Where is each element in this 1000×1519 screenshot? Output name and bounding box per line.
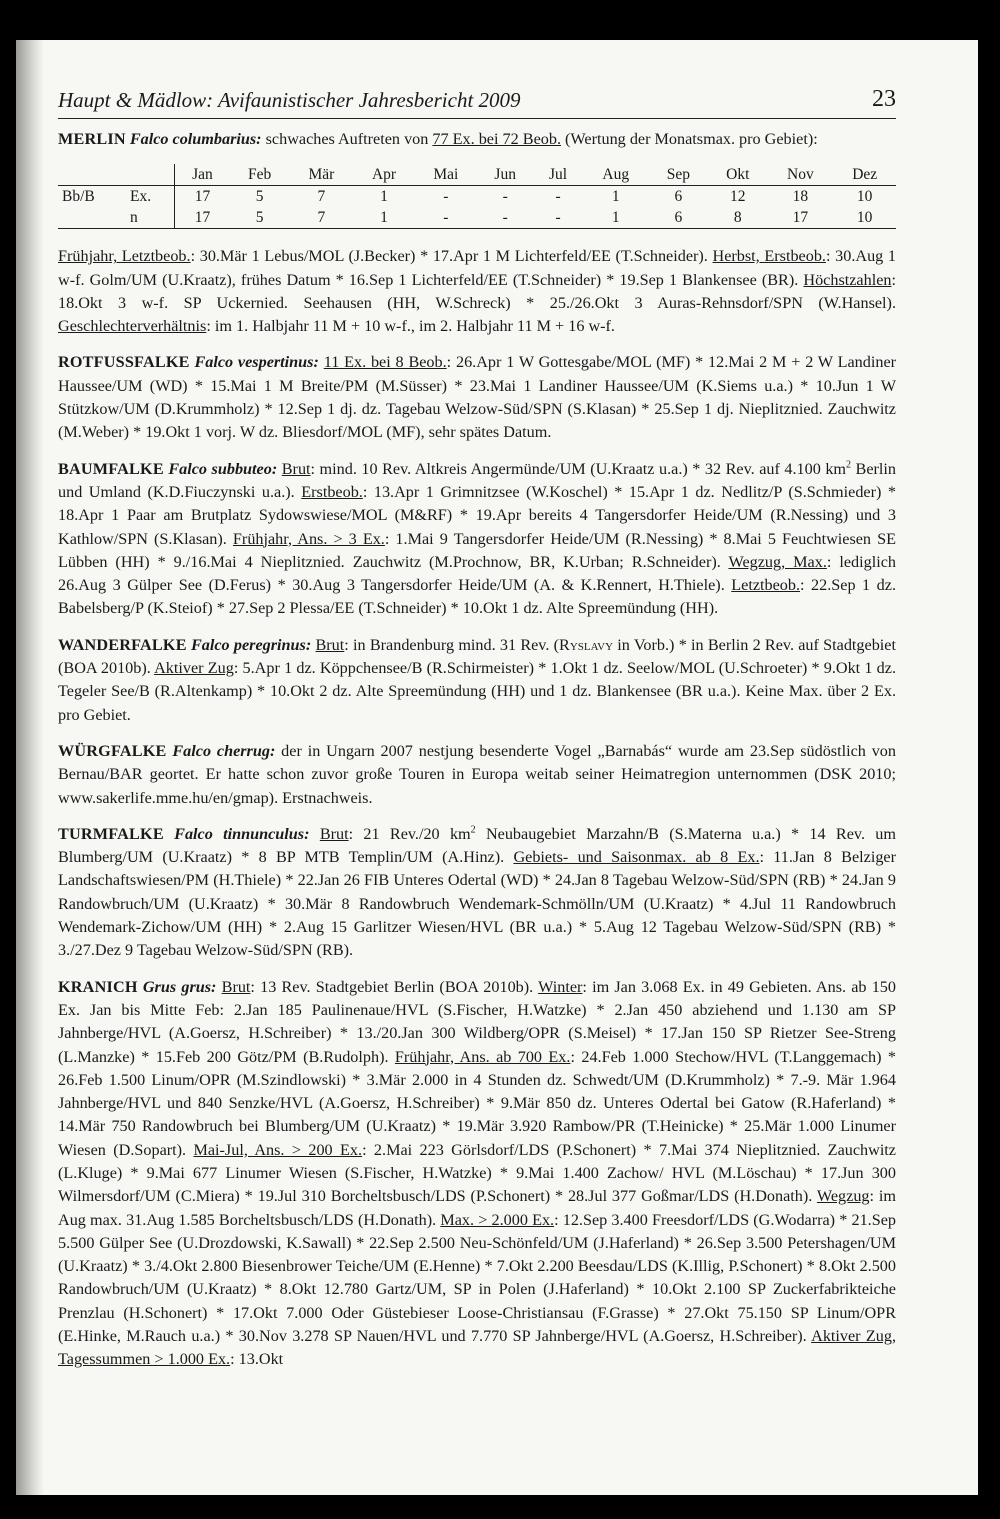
scientific-name: Falco vespertinus:: [194, 353, 319, 372]
scientific-name: Grus grus:: [142, 977, 217, 996]
page-body: [58, 128, 896, 1385]
species-name: WANDERFALKE: [58, 635, 187, 654]
entry-wanderfalke: WANDERFALKE Falco peregrinus: Brut: in Brandenburg mind. 31 Rev. (Ryslavy in Vorb.) * in Berlin 2 Rev. auf Stadtgebiet (BOA 2010b). Aktiver Zug: 5.Apr 1 dz. Köppchensee/B (R.Schirmeister) * 1.Okt 1 dz. Seelow/MOL (U.Schroeter) * 9.Okt 1 dz. Tegeler See/B (R.Altenkamp) * 10.Okt 2 dz. Alte Spreemündung (HH) und 1 dz. Blankensee (BR u.a.). Keine Max. über 2 Ex. pro Gebiet.: [58, 635, 896, 724]
scientific-name: Falco columbarius:: [129, 130, 262, 148]
binding-shadow: [16, 40, 44, 1495]
table-header-row: Jan Feb Mär Apr Mai Jun Jul Aug Sep Okt Nov Dez: [58, 164, 896, 186]
species-name: MERLIN: [58, 130, 126, 148]
entry-kranich: KRANICH Grus grus: Brut: 13 Rev. Stadtgebiet Berlin (BOA 2010b). Winter: im Jan 3.068 Ex. in 49 Gebieten. Ans. ab 150 Ex. Jan bis Mitte Feb: 2.Jan 185 Paulinenaue/HVL (S.Fischer, H.Watzke) * 2.Jan 450 abziehend und 1.130 am SP Jahnberge/HVL (A.Goersz, H.Schreiber) * 13./20.Jan 300 Wildberg/OPR (S.Meisel) * 17.Jan 150 SP Rietzer See-Streng (L.Manzke) * 15.Feb 200 Götz/PM (B.Rudolph). Frühjahr, Ans. ab 700 Ex.: 24.Feb 1.000 Stechow/HVL (T.Langgemach) * 26.Feb 1.500 Linum/OPR (M.Szindlowski) * 3.Mär 2.000 in 4 Stunden dz. Schwedt/UM (D.Krummholz) * 7.-9. Mär 1.964 Jahnberge/HVL und 840 Senzke/HVL (A.Goersz, H.Schreiber) * 9.Mär 850 dz. Unteres Odertal bei Gatow (R.Haferland) * 14.Mär 750 Randowbruch bei Blumberg/UM (U.Kraatz) * 19.Mär 3.920 Rambow/PR (T.Heinicke) * 25.Mär 1.000 Linumer Wiesen (D.Sopart). Mai-Jul, Ans. > 200 Ex.: 2.Mai 223 Görlsdorf/LDS (P.Schonert) * 7.Mai 374 Nieplitznied. Zauchwitz (L.Kluge) * 9.Mai 677 Linumer Wiesen (S.Fischer, H.Watzke) * 9.Mai 1.400 Zachow/ HVL (M.Löschau) * 17.Jun 300 Wilmersdorf/UM (C.Miera) * 19.Jul 310 Borcheltsbusch/LDS (P.Schonert) * 28.Jul 377 Goßmar/LDS (H.Donath). Wegzug: im Aug max. 31.Aug 1.585 Borcheltsbusch/LDS (H.Donath). Max. > 2.000 Ex.: 12.Sep 3.400 Freesdorf/LDS (G.Wodarra) * 21.Sep 5.500 Gülper See (U.Drozdowski, K.Sawall) * 22.Sep 2.500 Neu-Schönfeld/UM (J.Haferland) * 26.Sep 3.500 Petershagen/UM (U.Kraatz) * 3./4.Okt 2.800 Biesenbrower Teiche/UM (E.Henne) * 7.Okt 2.200 Beesdau/LDS (K.Illig, P.Schonert) * 8.Okt 2.500 Randowbruch/UM (U.Kraatz) * 8.Okt 12.780 Gartz/UM, SP in Polen (J.Haferland) * 10.Okt 2.100 SP Zuckerfabrikteiche Prenzlau (H.Schonert) * 17.Okt 7.000 Oder Güstebieser Loose-Christiansau (F.Grasse) * 27.Okt 75.150 SP Linum/OPR (E.Hinke, M.Rauch u.a.) * 30.Nov 3.278 SP Nauen/HVL und 7.770 SP Jahnberge/HVL (A.Goersz, H.Schreiber). Aktiver Zug, Tagessummen > 1.000 Ex.: 13.Okt: [58, 977, 896, 1369]
entry-merlin: MERLIN Falco columbarius: schwaches Auftreten von 77 Ex. bei 72 Beob. (Wertung der Monatsmax. pro Gebiet):: [58, 130, 818, 148]
species-name: ROTFUSSFALKE: [58, 353, 190, 372]
species-name: BAUMFALKE: [58, 459, 164, 478]
table-row: Bb/B Ex. 17 5 7 1 - - - 1 6 12 18 10: [58, 186, 896, 208]
monthly-maxima-table: [58, 164, 896, 229]
species-name: KRANICH: [58, 977, 138, 996]
scientific-name: Falco peregrinus:: [190, 635, 312, 654]
species-name: WÜRGFALKE: [58, 741, 167, 760]
running-title: Haupt & Mädlow: Avifaunistischer Jahresbericht 2009: [58, 88, 521, 112]
scientific-name: Falco tinnunculus:: [174, 824, 310, 843]
page-number: 23: [872, 86, 896, 112]
entry-rotfussfalke: ROTFUSSFALKE Falco vespertinus: 11 Ex. bei 8 Beob.: 26.Apr 1 W Gottesgabe/MOL (MF) * 12.Mai 2 M + 2 W Landiner Haussee/UM (WD) * 15.Mai 1 M Breite/PM (M.Süsser) * 23.Mai 1 Landiner Haussee/UM (K.Siems u.a.) * 10.Jun 1 W Stützkow/UM (D.Krummholz) * 12.Sep 1 dj. dz. Tagebau Welzow-Süd/SPN (S.Klasan) * 25.Sep 1 dj. Nieplitznied. Zauchwitz (M.Weber) * 19.Okt 1 vorj. W dz. Bliesdorf/MOL (MF), sehr spätes Datum.: [58, 353, 897, 442]
entry-baumfalke: BAUMFALKE Falco subbuteo: Brut: mind. 10 Rev. Altkreis Angermünde/UM (U.Kraatz u.a.) * 32 Rev. auf 4.100 $km^2$ Berlin und Umland (K.D.Fiuczynski u.a.). Erstbeob.: 13.Apr 1 Grimnitzsee (W.Koschel) * 15.Apr 1 dz. Nedlitz/P (S.Schmieder) * 18.Apr 1 Paar am Brutplatz Sydowswiese/MOL (M&RF) * 19.Apr bereits 4 Tangersdorfer Heide/UM (R.Nessing) und 3 Kathlow/SPN (S.Klasan). Frühjahr, Ans. > 3 Ex.: 1.Mai 9 Tangersdorfer Heide/UM (R.Nessing) * 8.Mai 5 Feuchtwiesen SE Lübben (HH) * 9./16.Mai 4 Nieplitznied. Zauchwitz (M.Prochnow, BR, K.Urban; R.Schneider). Wegzug, Max.: lediglich 26.Aug 3 Gülper See (D.Ferus) * 30.Aug 3 Tangersdorfer Heide/UM (A. & K.Rennert, H.Thiele). Letztbeob.: 22.Sep 1 dz. Babelsberg/P (K.Steiof) * 27.Sep 2 Plessa/EE (T.Schneider) * 10.Okt 1 dz. Alte Spreemündung (HH).: [58, 459, 897, 618]
document-page: [16, 40, 978, 1495]
scientific-name: Falco cherrug:: [172, 741, 276, 760]
entry-merlin-details: Frühjahr, Letztbeob.: 30.Mär 1 Lebus/MOL (J.Becker) * 17.Apr 1 M Lichterfeld/EE (T.Schneider). Herbst, Erstbeob.: 30.Aug 1 w-f. Golm/UM (U.Kraatz), frühes Datum * 16.Sep 1 Lichterfeld/EE (T.Schneider) * 19.Sep 1 Blankensee (BR). Höchstzahlen: 18.Okt 3 w-f. SP Uckernied. Seehausen (HH, W.Schreck) * 25./26.Okt 3 Auras-Rehnsdorf/SPN (W.Hansel). Geschlechterverhältnis: im 1. Halbjahr 11 M + 10 w-f., im 2. Halbjahr 11 M + 16 w-f.: [58, 247, 897, 336]
entry-wuergfalke: WÜRGFALKE Falco cherrug: der in Ungarn 2007 nestjung besenderte Vogel „Barnabás“ wurde am 23.Sep südöstlich von Bernau/BAR geortet. Er hatte schon zuvor große Touren in Europa weitab seiner Heimatregion unternommen (DSK 2010; www.sakerlife.mme.hu/en/gmap). Erstnachweis.: [58, 741, 896, 807]
running-header: [58, 88, 896, 119]
entry-turmfalke: TURMFALKE Falco tinnunculus: Brut: 21 Rev./20 $km^2$ Neubaugebiet Marzahn/B (S.Materna u.a.) * 14 Rev. um Blumberg/UM (U.Kraatz) * 8 BP MTB Templin/UM (A.Hinz). Gebiets- und Saisonmax. ab 8 Ex.: 11.Jan 8 Belziger Landschaftswiesen/PM (H.Thiele) * 22.Jan 26 FIB Unteres Odertal (WD) * 24.Jan 8 Tagebau Welzow-Süd/SPN (RB) * 24.Jan 9 Randowbruch/UM (U.Kraatz) * 30.Mär 8 Randowbruch Wendemark-Schmölln/UM (U.Kraatz) * 4.Jul 11 Randowbruch Wendemark-Zichow/UM (HH) * 2.Aug 15 Garlitzer Wiesen/HVL (BR u.a.) * 5.Aug 12 Tagebau Welzow-Süd/SPN (RB) * 3./27.Dez 9 Tagebau Welzow-Süd/SPN (RB).: [58, 824, 897, 960]
scientific-name: Falco subbuteo:: [168, 459, 278, 478]
species-name: TURMFALKE: [58, 824, 164, 843]
table-row: n 17 5 7 1 - - - 1 6 8 17 10: [58, 207, 896, 229]
